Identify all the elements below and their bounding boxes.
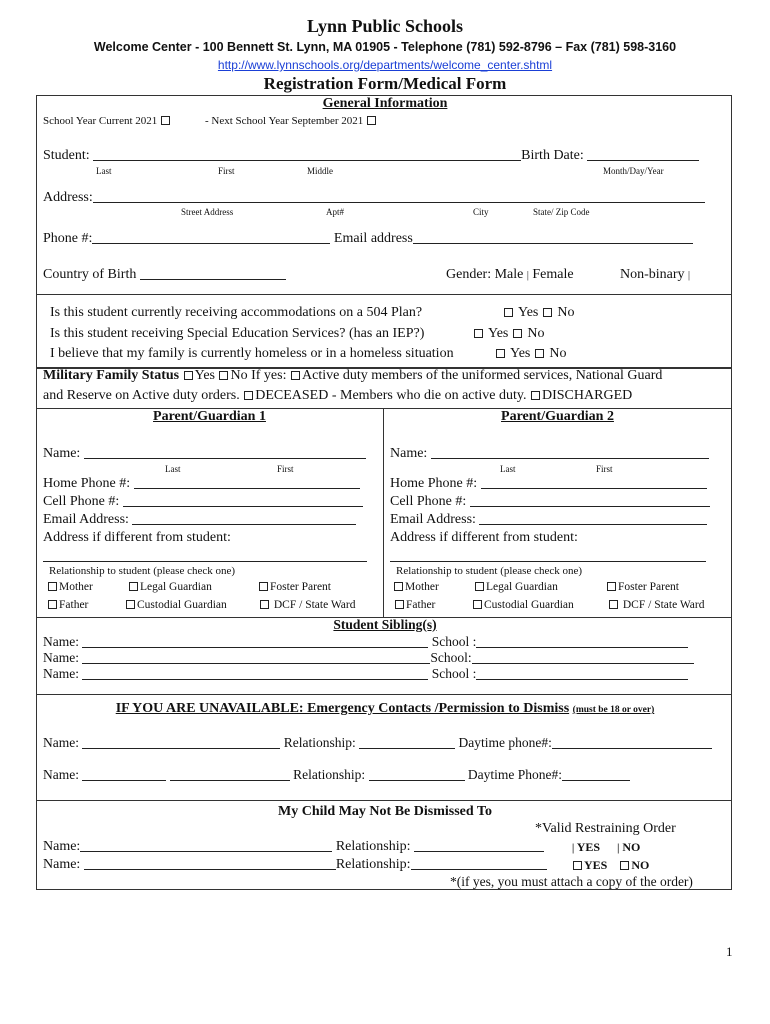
gender-male-label: Male [494,267,524,282]
g2-email-field[interactable] [479,513,707,525]
address-field[interactable] [93,191,705,203]
dismiss2-no-label: NO [631,858,650,872]
dismiss1-relationship-field[interactable] [414,840,544,852]
dismiss2-name-field[interactable] [84,858,336,870]
sibling1-school-label: School : [431,634,477,649]
sub-middle: Middle [307,166,333,176]
school-name-title: Lynn Public Schools [306,16,464,36]
g1-name-label: Name: [43,446,81,461]
g2-legal-label: Legal Guardian [486,581,558,593]
g2-dcf-checkbox[interactable] [609,600,618,609]
military-yes-checkbox[interactable] [184,371,193,380]
g2-mother-checkbox[interactable] [394,582,403,591]
qhomeless-no-checkbox[interactable] [535,349,544,358]
g1-foster-label: Foster Parent [270,581,332,593]
sibling2-name-field[interactable] [82,652,430,664]
yes-label: Yes [509,346,531,361]
military-no-checkbox[interactable] [219,371,228,380]
country-of-birth-label: Country of Birth [43,267,137,282]
g1-custodial-checkbox[interactable] [126,600,135,609]
divider [36,694,732,695]
emergency2-phone-field[interactable] [562,769,630,781]
emergency-age-note: (must be 18 or over) [572,705,655,715]
page-number: 1 [726,944,733,959]
military-active-label: Active duty members of the uniformed services, National Guard [302,368,663,383]
school-year-current-label: School Year Current 2021 [43,115,158,127]
sibling2-school-label: School: [430,650,472,665]
military-ifyes-label: If yes: [251,368,287,383]
g1-email-field[interactable] [132,513,356,525]
g1-home-phone-label: Home Phone #: [43,476,131,491]
emergency1-phone-field[interactable] [552,737,712,749]
sub-state-zip: State/ Zip Code [533,207,590,217]
g1-custodial-label: Custodial Guardian [137,599,227,611]
welcome-center-link[interactable]: http://www.lynnschools.org/departments/welcome_center.shtml [217,58,553,72]
g1-cell-phone-field[interactable] [123,495,363,507]
phone-field[interactable] [92,232,330,244]
guardian2-heading: Parent/Guardian 2 [501,409,614,424]
emergency1-phone-label: Daytime phone#: [458,735,552,750]
g2-dcf-label: DCF / State Ward [622,599,705,611]
g2-cell-phone-label: Cell Phone #: [390,494,467,509]
g1-father-label: Father [59,599,89,611]
q-504-plan: Is this student currently receiving accommodations on a 504 Plan? [50,305,423,320]
g2-sub-last: Last [500,464,516,474]
g1-sub-last: Last [165,464,181,474]
g1-address-label: Address if different from student: [43,530,231,545]
dismiss1-no-checkbox[interactable]: | [617,843,620,854]
g2-relationship-label: Relationship to student (please check one) [396,565,583,577]
g2-custodial-checkbox[interactable] [473,600,482,609]
g2-mother-label: Mother [405,581,439,593]
emergency1-name-field[interactable] [82,737,280,749]
student-label: Student: [43,148,90,163]
g2-home-phone-field[interactable] [481,477,707,489]
q-iep: Is this student receiving Special Education Services? (has an IEP?) [50,326,425,341]
valid-restraining-order-label: *Valid Restraining Order [535,821,676,836]
gender-label: Gender: [446,267,492,282]
school-year-next-label: - Next School Year September 2021 [205,115,364,127]
sub-last: Last [96,166,112,176]
sub-city: City [473,207,489,217]
emergency2-relationship-field[interactable] [369,769,465,781]
sibling1-school-field[interactable] [476,636,688,648]
military-no-label: No [230,368,248,383]
q504-yes-checkbox[interactable] [504,308,513,317]
q-homeless: I believe that my family is currently homeless or in a homeless situation [50,346,454,361]
military-deceased-label: DECEASED - Members who die on active duty. [255,388,527,403]
sub-month-day-year: Month/Day/Year [603,166,664,176]
email-label: Email address [333,231,413,246]
dismiss2-no-checkbox[interactable] [620,861,629,870]
yes-label: Yes [487,326,509,341]
no-label: No [549,346,567,361]
email-field[interactable] [413,232,693,244]
g2-foster-label: Foster Parent [618,581,680,593]
sub-apt: Apt# [326,207,344,217]
g2-legal-checkbox[interactable] [475,582,484,591]
g1-address-field[interactable] [43,550,367,562]
g2-father-checkbox[interactable] [395,600,404,609]
gender-female-label: Female [532,267,574,282]
g1-email-label: Email Address: [43,512,129,527]
g2-custodial-label: Custodial Guardian [484,599,574,611]
g1-home-phone-field[interactable] [134,477,360,489]
student-name-field[interactable] [93,149,521,161]
divider [36,800,732,801]
g2-address-label: Address if different from student: [390,530,578,545]
emergency2-phone-label: Daytime Phone#: [467,767,562,782]
emergency2-last-field[interactable] [170,769,290,781]
g1-mother-label: Mother [59,581,93,593]
g2-address-field[interactable] [390,550,706,562]
military-discharged-checkbox[interactable] [531,391,540,400]
g2-name-label: Name: [390,446,428,461]
dismiss1-name-label: Name: [43,839,81,854]
sibling1-name-label: Name: [43,634,79,649]
gender-nonbinary-label: Non-binary [620,267,685,282]
sub-street: Street Address [181,207,234,217]
country-of-birth-field[interactable] [140,268,286,280]
form-title: Registration Form/Medical Form [263,74,507,93]
g1-foster-checkbox[interactable] [259,582,268,591]
military-discharged-label: DISCHARGED [542,388,633,403]
guardian1-heading: Parent/Guardian 1 [153,409,266,424]
emergency2-first-field[interactable] [82,769,166,781]
qiep-no-checkbox[interactable] [513,329,522,338]
g1-legal-label: Legal Guardian [140,581,212,593]
dismiss2-yes-label: YES [584,858,608,872]
dismiss1-yes-checkbox[interactable]: | [572,843,575,854]
school-year-next-checkbox[interactable] [367,116,376,125]
sibling3-name-label: Name: [43,666,79,681]
military-active-continued: and Reserve on Active duty orders. [43,388,240,403]
sibling3-name-field[interactable] [82,668,428,680]
emergency1-relationship-label: Relationship: [283,735,356,750]
dismiss-footnote: *(if yes, you must attach a copy of the order) [450,874,693,889]
sub-first: First [218,166,235,176]
dismiss1-no-label: NO [622,840,641,854]
sibling2-school-field[interactable] [472,652,694,664]
yes-label: Yes [517,305,539,320]
dismiss1-name-field[interactable] [80,840,332,852]
g2-email-label: Email Address: [390,512,476,527]
g2-sub-first: First [596,464,613,474]
sibling1-name-field[interactable] [82,636,428,648]
sibling2-name-label: Name: [43,650,79,665]
general-info-heading: General Information [322,96,448,111]
no-label: No [527,326,545,341]
birth-date-field[interactable] [587,149,699,161]
divider [36,294,732,295]
dismiss-heading: My Child May Not Be Dismissed To [278,804,492,819]
school-year-current-checkbox[interactable] [161,116,170,125]
dismiss2-relationship-label: Relationship: [335,857,411,872]
military-deceased-checkbox[interactable] [244,391,253,400]
g1-sub-first: First [277,464,294,474]
g1-mother-checkbox[interactable] [48,582,57,591]
g1-dcf-label: DCF / State Ward [273,599,356,611]
military-active-checkbox[interactable] [291,371,300,380]
g1-dcf-checkbox[interactable] [260,600,269,609]
phone-label: Phone #: [43,231,93,246]
g2-home-phone-label: Home Phone #: [390,476,478,491]
sibling3-school-label: School : [431,666,477,681]
qhomeless-yes-checkbox[interactable] [496,349,505,358]
dismiss2-relationship-field[interactable] [411,858,547,870]
guardian-divider [383,408,384,617]
q504-no-checkbox[interactable] [543,308,552,317]
g1-cell-phone-label: Cell Phone #: [43,494,120,509]
g1-name-field[interactable] [84,447,366,459]
g1-legal-checkbox[interactable] [129,582,138,591]
address-label: Address: [43,190,93,205]
dismiss1-relationship-label: Relationship: [335,839,411,854]
sibling3-school-field[interactable] [476,668,688,680]
gender-male-checkbox[interactable]: | [526,270,529,281]
no-label: No [557,305,575,320]
siblings-heading: Student Sibling(s) [333,617,437,632]
dismiss2-name-label: Name: [43,857,81,872]
g2-foster-checkbox[interactable] [607,582,616,591]
qiep-yes-checkbox[interactable] [474,329,483,338]
birth-date-label: Birth Date: [521,148,584,163]
gender-nonbinary-checkbox[interactable]: | [688,270,691,281]
military-status-label: Military Family Status [43,368,180,383]
emergency1-name-label: Name: [43,735,79,750]
g1-relationship-label: Relationship to student (please check one) [49,565,236,577]
g2-cell-phone-field[interactable] [470,495,710,507]
dismiss1-yes-label: YES [576,840,601,854]
g1-father-checkbox[interactable] [48,600,57,609]
emergency2-name-label: Name: [43,767,79,782]
g2-name-field[interactable] [431,447,709,459]
dismiss2-yes-checkbox[interactable] [573,861,582,870]
g2-father-label: Father [406,599,436,611]
welcome-center-address: Welcome Center - 100 Bennett St. Lynn, MA 01905 - Telephone (781) 592-8796 – Fax (781) 598-3160 [93,40,677,54]
emergency2-relationship-label: Relationship: [293,767,366,782]
emergency1-relationship-field[interactable] [359,737,455,749]
emergency-heading: IF YOU ARE UNAVAILABLE: Emergency Contacts /Permission to Dismiss [115,701,570,716]
military-yes-label: Yes [194,368,215,383]
